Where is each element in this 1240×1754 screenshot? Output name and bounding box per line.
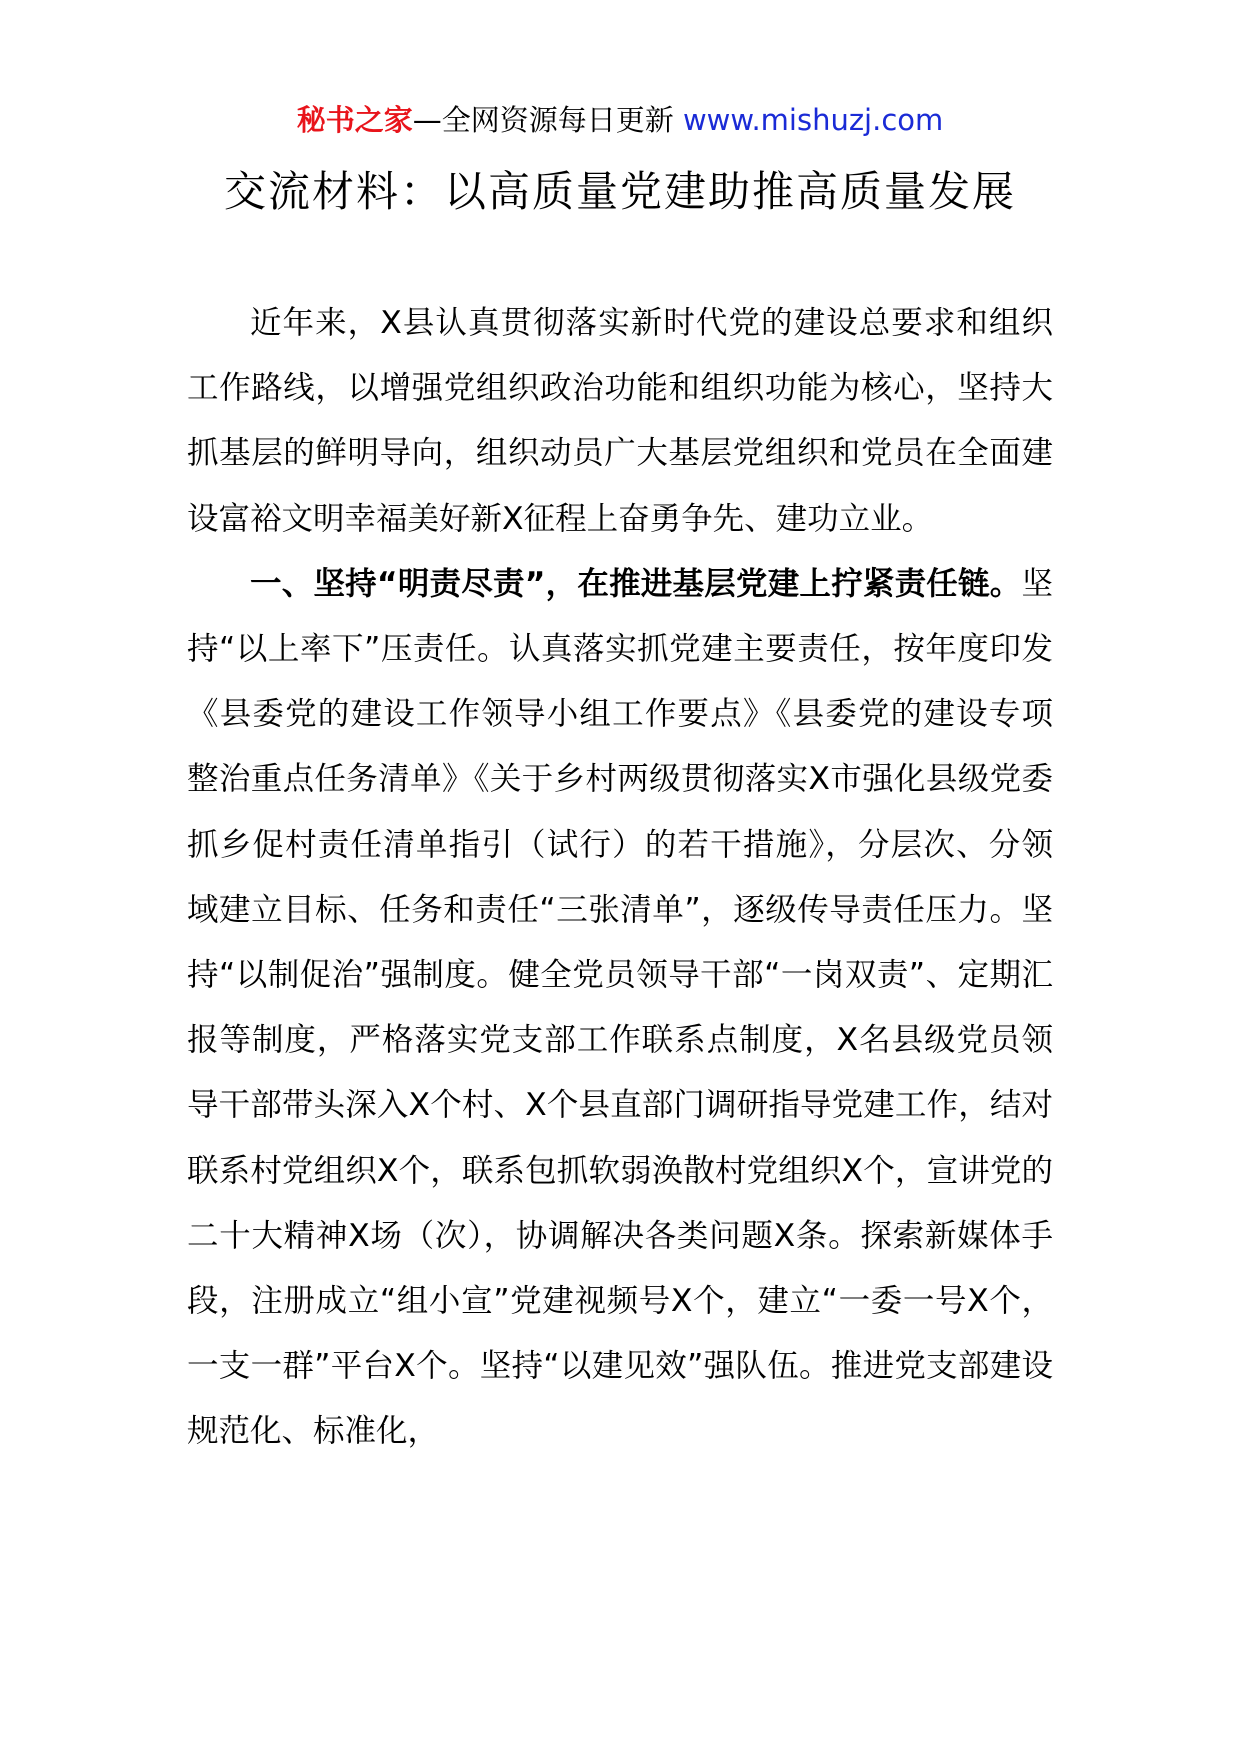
intro-paragraph: 近年来，X县认真贯彻落实新时代党的建设总要求和组织工作路线，以增强党组织政治功能和组织功能为核心，坚持大抓基层的鲜明导向，组织动员广大基层党组织和党员在全面建设富裕文明幸福美好新X征程上奋勇争先、建功立业。 [187,305,1053,537]
document-body [187,291,1053,1465]
section-heading: 一、坚持“明责尽责”，在推进基层党建上拧紧责任链。 [250,565,1022,602]
section-paragraph [187,552,1053,1465]
site-header [0,100,1240,140]
brand-name: 秘书之家 [296,103,413,137]
header-slogan: —全网资源每日更新 [412,103,674,137]
section-body: 坚持“以上率下”压责任。认真落实抓党建主要责任，按年度印发《县委党的建设工作领导小组工作要点》《县委党的建设专项整治重点任务清单》《关于乡村两级贯彻落实X市强化县级党委抓乡促村责任清单指引（试行）的若干措施》，分层次、分领域建立目标、任务和责任“三张清单”，逐级传导责任压力。坚持“以制促治”强制度。健全党员领导干部“一岗双责”、定期汇报等制度，严格落实党支部工作联系点制度，X名县级党员领导干部带头深入X个村、X个县直部门调研指导党建工作，结对联系村党组织X个，联系包抓软弱涣散村党组织X个，宣讲党的二十大精神X场（次），协调解决各类问题X条。探索新媒体手段，注册成立“组小宣”党建视频号X个，建立“一委一号X个，一支一群”平台X个。坚持“以建见效”强队伍。推进党支部建设规范化、标准化， [187,565,1053,1450]
site-url-link[interactable]: www.mishuzj.com [682,103,944,137]
document-title: 交流材料：以高质量党建助推高质量发展 [223,167,1016,216]
